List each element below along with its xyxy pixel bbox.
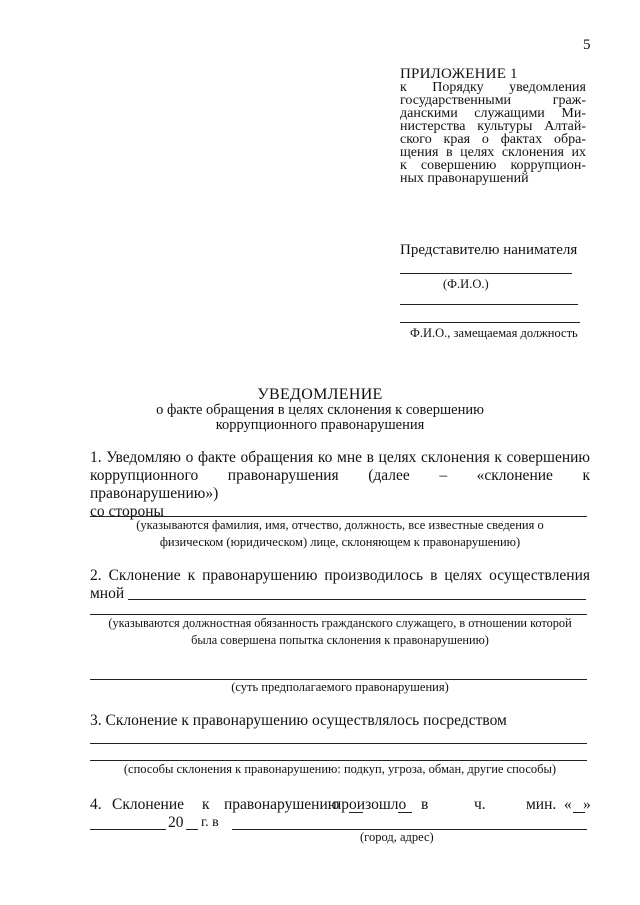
item1-line: коррупционного правонарушения (далее – «склонение к правонарушению») — [90, 467, 590, 502]
hour-fill-line[interactable] — [349, 812, 363, 813]
fio-caption: (Ф.И.О.) — [443, 277, 489, 291]
appendix-line: ского края о фактах обра- — [400, 132, 586, 147]
item1-text — [90, 449, 590, 521]
item4-word: мин. — [526, 796, 557, 813]
year-fill-line[interactable] — [186, 829, 198, 830]
item4-word: правонарушению — [224, 796, 340, 813]
appendix-line: данскими служащими Ми- — [400, 106, 586, 121]
item2-caption-line: (указываются должностная обязанность гражданского служащего, в отношении которой — [108, 616, 572, 630]
item2-caption-offense: (суть предполагаемого правонарушения) — [231, 680, 449, 694]
page-number: 5 — [583, 37, 591, 53]
item4-word: ч. — [474, 796, 486, 813]
appendix-line: государственными граж- — [400, 93, 586, 108]
notice-subtitle-line: коррупционного правонарушения — [215, 417, 425, 433]
item3-text — [90, 712, 590, 730]
item2-caption-line: была совершена попытка склонения к правонарушению) — [191, 633, 489, 647]
place-caption: (город, адрес) — [360, 830, 434, 844]
item2-text — [90, 567, 590, 603]
fio-fill-line[interactable] — [400, 273, 572, 274]
item1-caption-line: (указываются фамилия, имя, отчество, должность, все известные сведения о — [136, 518, 544, 532]
item1-line: 1. Уведомляю о факте обращения ко мне в целях склонения к совершению — [90, 449, 590, 466]
fio-position-caption: Ф.И.О., замещаемая должность — [410, 326, 578, 340]
item3-line: 3. Склонение к правонарушению осуществлялось посредством — [90, 712, 507, 729]
addressee-fill-line[interactable] — [400, 304, 578, 305]
notice-subtitle — [0, 403, 640, 433]
item4-word: к — [202, 796, 210, 813]
appendix-header — [400, 68, 586, 185]
item1-line: со стороны — [90, 503, 164, 520]
appendix-line: ных правонарушений — [400, 171, 529, 186]
year-label: 20 — [168, 814, 184, 831]
item4-word: « — [564, 796, 572, 813]
position-fill-line[interactable] — [400, 322, 580, 323]
appendix-body — [400, 81, 586, 185]
item2-line: мной — [90, 585, 125, 602]
month-fill-line[interactable] — [90, 829, 166, 830]
appendix-line: нистерства культуры Алтай- — [400, 119, 586, 134]
addressee-label: Представителю нанимателя — [400, 242, 578, 258]
day-fill-line[interactable] — [573, 812, 585, 813]
item3-caption: (способы склонения к правонарушению: подкуп, угроза, обман, другие способы) — [123, 762, 557, 776]
notice-title: УВЕДОМЛЕНИЕ — [257, 386, 383, 403]
item1-caption-line: физическом (юридическом) лице, склоняющем к правонарушению) — [159, 535, 521, 549]
item4-word: произошло — [333, 796, 407, 813]
item4-word: Склонение — [112, 796, 184, 813]
item4-word: в — [421, 796, 429, 813]
appendix-line: щения в целях склонения их — [400, 145, 586, 160]
appendix-line: к совершению коррупцион- — [400, 158, 586, 173]
item2-fill-line[interactable] — [128, 599, 586, 600]
appendix-line: к Порядку уведомления — [400, 80, 586, 95]
item4-word: » — [583, 796, 591, 813]
item2-caption — [90, 615, 590, 649]
appendix-title: ПРИЛОЖЕНИЕ 1 — [400, 66, 518, 82]
item2-line: 2. Склонение к правонарушению производилось в целях осуществления — [90, 567, 590, 584]
year-suffix: г. в — [201, 815, 219, 830]
item3-fill-line[interactable] — [90, 743, 587, 744]
minute-fill-line[interactable] — [398, 812, 412, 813]
item1-caption — [90, 517, 590, 551]
notice-subtitle-line: о факте обращения в целях склонения к совершению — [156, 402, 484, 418]
item4-word: 4. — [90, 796, 102, 813]
